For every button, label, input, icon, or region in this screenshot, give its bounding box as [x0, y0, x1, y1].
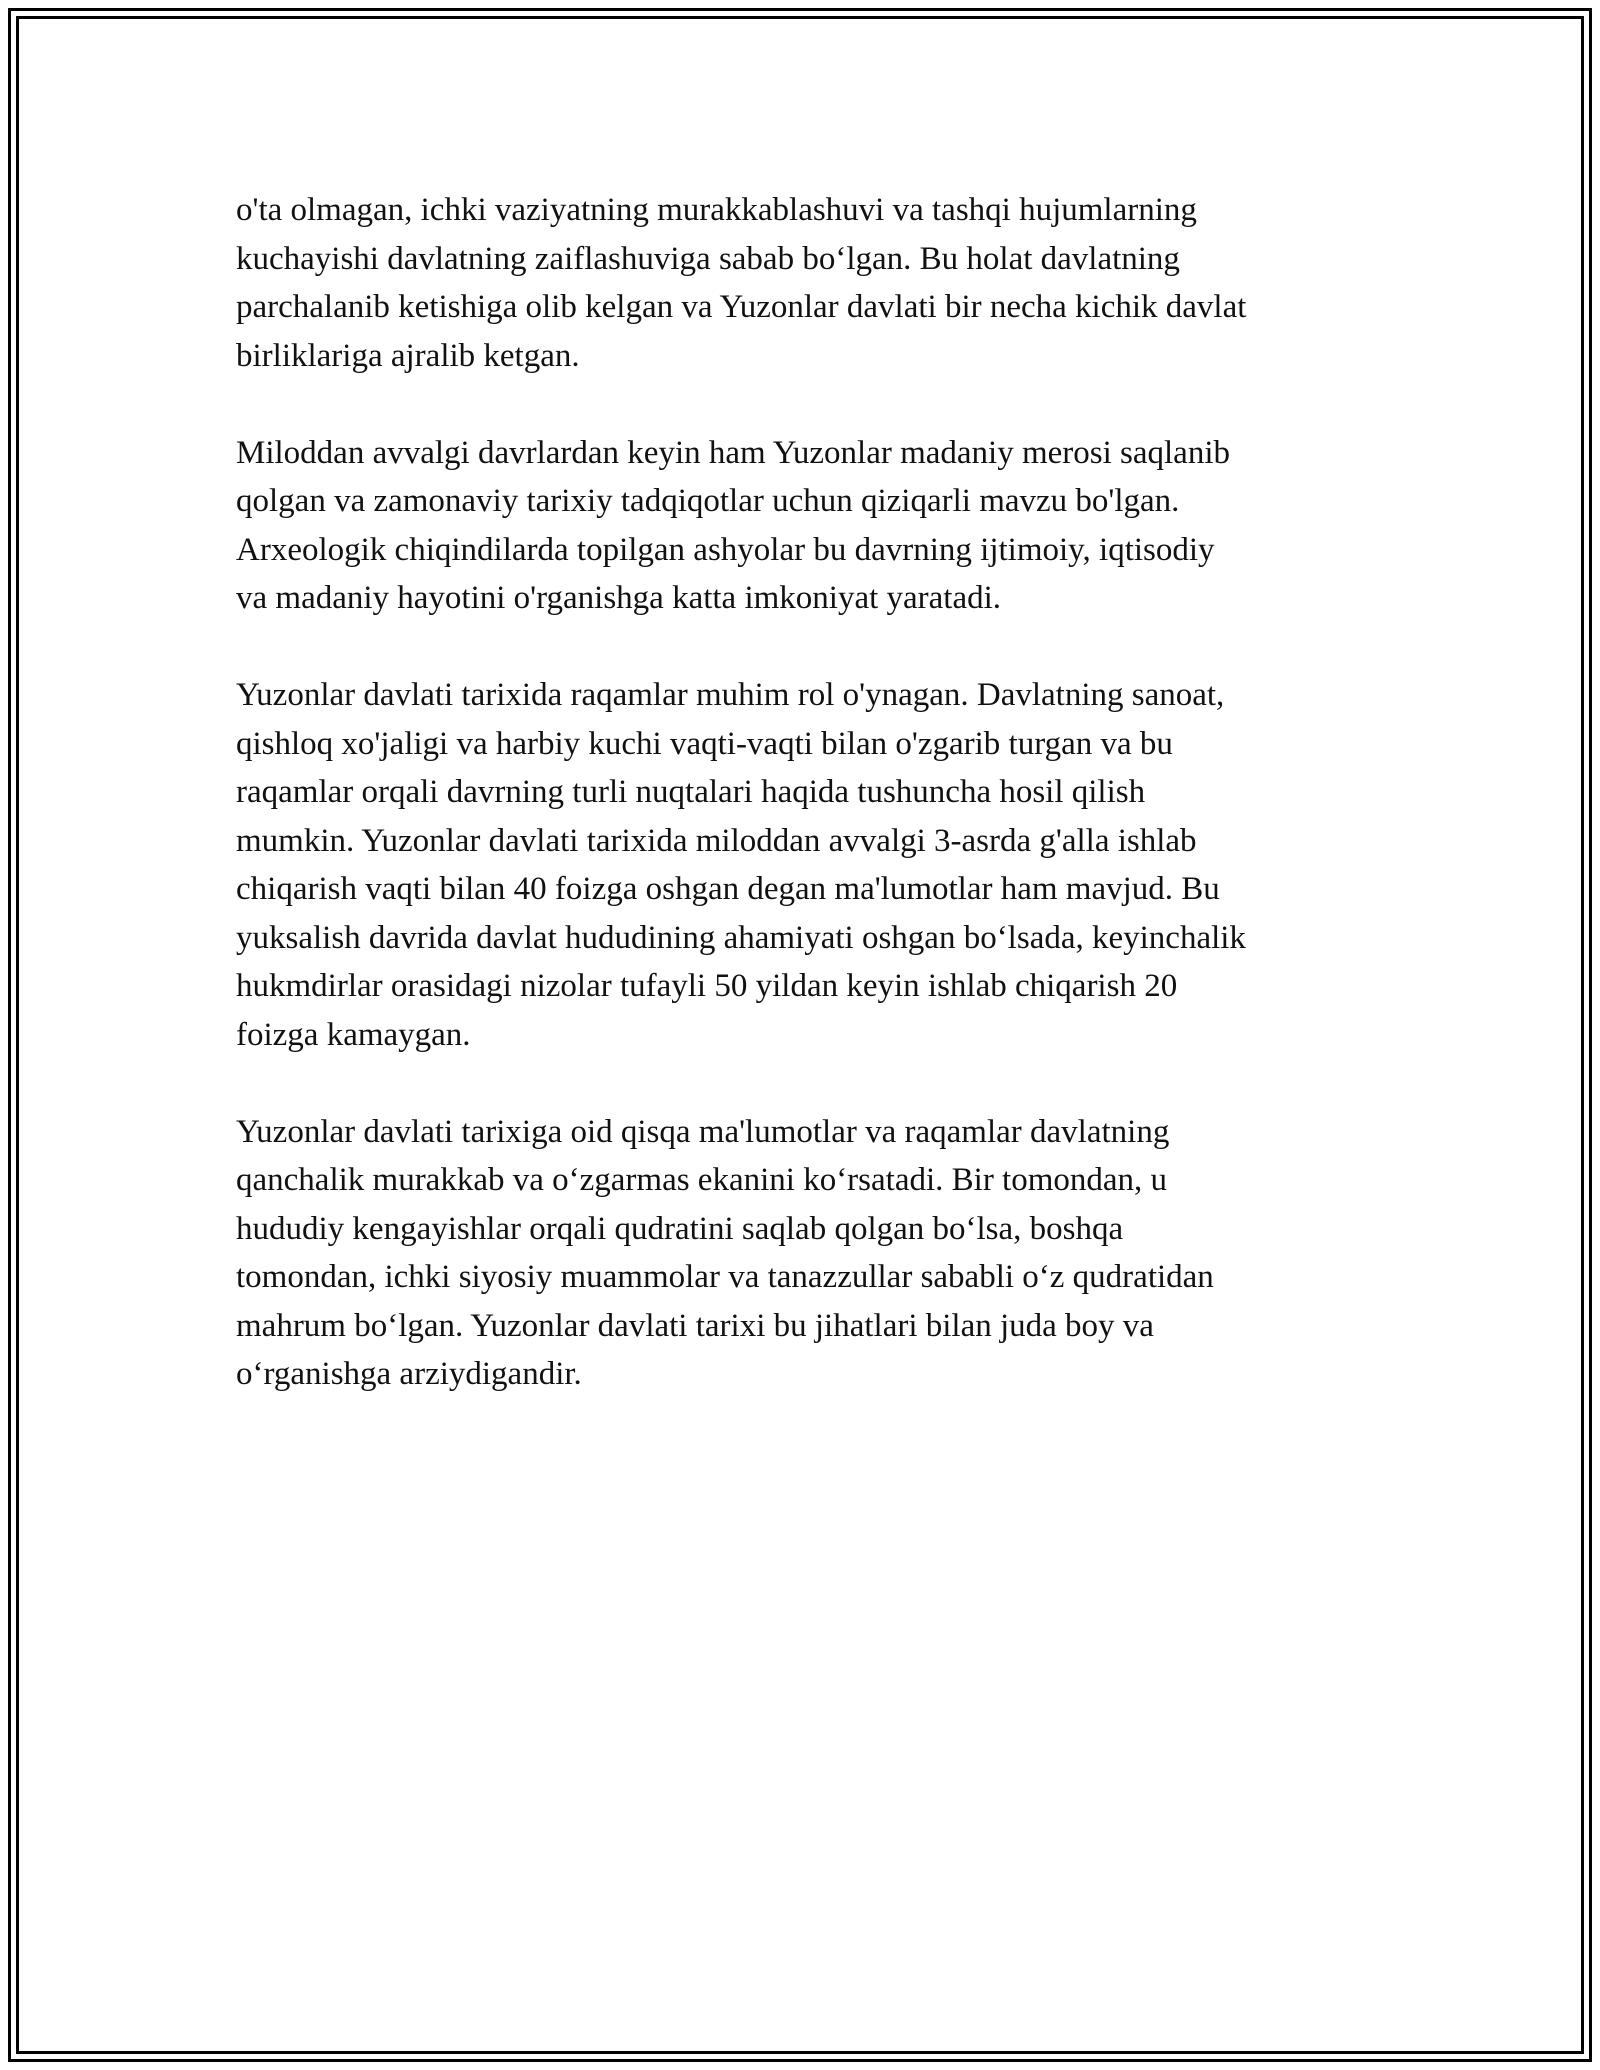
paragraph: [236, 186, 1396, 380]
text-line: qolgan va zamonaviy tarixiy tadqiqotlar uchun qiziqarli mavzu bo'lgan.: [236, 483, 1180, 519]
text-line: Yuzonlar davlati tarixiga oid qisqa ma'lumotlar va raqamlar davlatning: [236, 1113, 1170, 1150]
paragraph: [236, 429, 1396, 623]
text-line: raqamlar orqali davrning turli nuqtalari haqida tushuncha hosil qilish: [236, 774, 1146, 810]
text-line: mumkin. Yuzonlar davlati tarixida miloddan avvalgi 3-asrda g'alla ishlab: [236, 822, 1197, 859]
paragraph: [236, 1108, 1396, 1399]
text-line: hududiy kengayishlar orqali qudratini saqlab qolgan bo‘lsa, boshqa: [236, 1210, 1124, 1247]
text-line: kuchayishi davlatning zaiflashuviga sabab bo‘lgan. Bu holat davlatning: [236, 240, 1180, 277]
text-line: o‘rganishga arziydigandir.: [236, 1356, 582, 1392]
text-line: chiqarish vaqti bilan 40 foizga oshgan degan ma'lumotlar ham mavjud. Bu: [236, 871, 1220, 907]
text-line: foizga kamaygan.: [236, 1016, 471, 1053]
text-line: qanchalik murakkab va o‘zgarmas ekanini ko‘rsatadi. Bir tomondan, u: [236, 1162, 1168, 1198]
text-line: Arxeologik chiqindilarda topilgan ashyolar bu davrning ijtimoiy, iqtisodiy: [236, 531, 1215, 568]
document-body: [236, 186, 1396, 1447]
text-line: o'ta olmagan, ichki vaziyatning murakkablashuvi va tashqi hujumlarning: [236, 192, 1197, 228]
text-line: Miloddan avvalgi davrlardan keyin ham Yuzonlar madaniy merosi saqlanib: [236, 434, 1230, 471]
text-line: va madaniy hayotini o'rganishga katta imkoniyat yaratadi.: [236, 580, 1002, 616]
text-line: birliklariga ajralib ketgan.: [236, 337, 580, 374]
text-line: qishloq xo'jaligi va harbiy kuchi vaqti-vaqti bilan o'zgarib turgan va bu: [236, 725, 1173, 762]
text-line: tomondan, ichki siyosiy muammolar va tanazzullar sababli o‘z qudratidan: [236, 1259, 1214, 1295]
text-line: Yuzonlar davlati tarixida raqamlar muhim rol o'ynagan. Davlatning sanoat,: [236, 677, 1225, 713]
text-line: yuksalish davrida davlat hududining ahamiyati oshgan bo‘lsada, keyinchalik: [236, 919, 1246, 956]
text-line: parchalanib ketishiga olib kelgan va Yuzonlar davlati bir necha kichik davlat: [236, 289, 1247, 325]
text-line: hukmdirlar orasidagi nizolar tufayli 50 yildan keyin ishlab chiqarish 20: [236, 968, 1178, 1004]
paragraph: [236, 671, 1396, 1059]
text-line: mahrum bo‘lgan. Yuzonlar davlati tarixi bu jihatlari bilan juda boy va: [236, 1307, 1154, 1344]
